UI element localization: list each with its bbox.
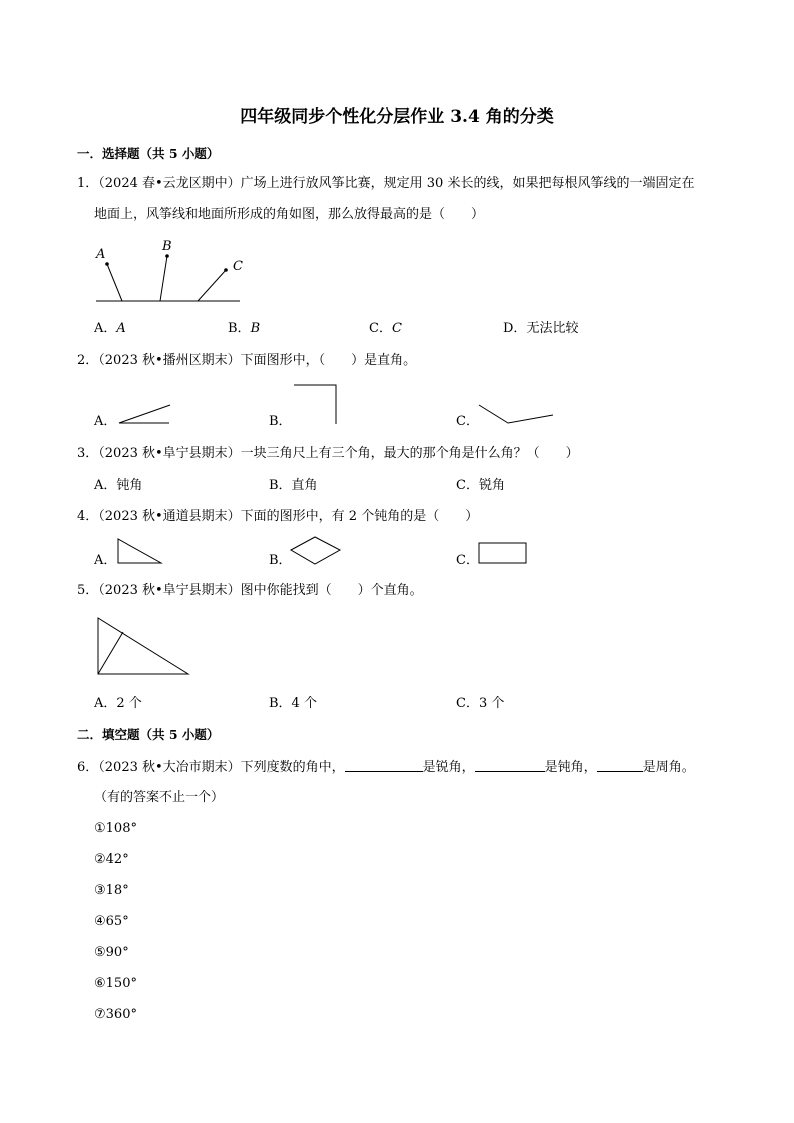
option-text: B: [250, 321, 261, 336]
q4-option-c[interactable]: C．: [456, 553, 479, 568]
q3-option-b[interactable]: B．直角: [269, 478, 318, 493]
right-triangle-shape: [118, 539, 161, 563]
angle-item-3: ③18°: [94, 883, 129, 898]
figure-label-b: B: [162, 239, 172, 254]
kite-line-b: [160, 256, 167, 301]
q4-option-b[interactable]: B．: [269, 553, 292, 568]
question-3: 3．（2023 秋•阜宁县期末）一块三角尺上有三个角，最大的那个角是什么角？（ ）: [77, 446, 579, 461]
rectangle-shape: [479, 543, 526, 563]
question-2: 2．（2023 秋•播州区期末）下面图形中，（ ）是直角。: [77, 353, 417, 368]
q1-option-b[interactable]: [228, 321, 260, 337]
angle-item-1: ①108°: [94, 821, 137, 836]
question-6-note: （有的答案不止一个）: [94, 790, 225, 805]
large-triangle-shape: [98, 618, 188, 674]
rhombus-shape: [291, 537, 340, 564]
q2-option-b[interactable]: B．: [269, 414, 292, 429]
question-5: 5．（2023 秋•阜宁县期末）图中你能找到（ ）个直角。: [77, 583, 423, 598]
answer-blank-acute[interactable]: [345, 759, 423, 772]
option-text: C: [391, 321, 402, 336]
obtuse-angle-lines: [479, 405, 553, 423]
option-prefix: D．: [503, 321, 527, 336]
q1-option-c[interactable]: [369, 321, 402, 337]
question-6-mid-1: 是锐角，: [422, 760, 475, 775]
q5-option-a[interactable]: A．2 个: [94, 696, 142, 711]
option-text: A: [116, 321, 126, 336]
question-4: 4．（2023 秋•通道县期末）下面的图形中，有 2 个钝角的是（ ）: [77, 509, 479, 524]
acute-angle-figure: [115, 400, 175, 430]
angle-item-5: ⑤90°: [94, 945, 129, 960]
right-angle-lines: [294, 385, 336, 424]
kite-point-c: [224, 268, 228, 272]
q5-option-c[interactable]: C．3 个: [456, 696, 505, 711]
option-prefix: C．: [369, 321, 392, 336]
question-6-prefix: 6．（2023 秋•大冶市期末）下列度数的角中，: [77, 760, 345, 775]
question-6: [77, 759, 695, 776]
right-angle-figure: [290, 381, 340, 431]
question-1-line-1: 1．（2024 春•云龙区期中）广场上进行放风筝比赛，规定用 30 米长的线，如果把每根风筝线的一端固定在: [77, 176, 695, 191]
option-prefix: A．: [94, 321, 117, 336]
angle-item-4: ④65°: [94, 914, 129, 929]
q1-option-d[interactable]: [503, 321, 578, 337]
kite-point-a: [105, 262, 109, 266]
q2-option-a[interactable]: A．: [94, 414, 117, 429]
q3-option-c[interactable]: C．锐角: [456, 478, 505, 493]
kite-line-a: [107, 264, 122, 301]
option-prefix: B．: [228, 321, 251, 336]
q4-option-a[interactable]: A．: [94, 553, 117, 568]
rhombus-figure: [288, 533, 346, 571]
question-6-mid-2: 是钝角，: [544, 760, 597, 775]
q1-option-a[interactable]: [94, 321, 126, 337]
figure-label-a: A: [96, 247, 106, 262]
question-6-end: 是周角。: [642, 760, 695, 775]
angle-item-7: ⑦360°: [94, 1007, 137, 1022]
answer-blank-obtuse[interactable]: [475, 759, 545, 772]
angle-item-2: ②42°: [94, 852, 129, 867]
question-1-line-2: 地面上，风筝线和地面所形成的角如图，那么放得最高的是（ ）: [94, 207, 485, 222]
q5-option-b[interactable]: B．4 个: [269, 696, 317, 711]
obtuse-angle-figure: [474, 400, 559, 430]
angle-item-6: ⑥150°: [94, 976, 137, 991]
q3-option-a[interactable]: A．钝角: [94, 478, 143, 493]
section-heading-fill: 二．填空题（共 5 小题）: [77, 727, 220, 742]
kite-line-c: [198, 270, 226, 301]
answer-blank-full[interactable]: [597, 759, 643, 772]
right-triangle-figure: [113, 534, 168, 569]
acute-angle-lines: [119, 405, 170, 423]
section-heading-choice: 一．选择题（共 5 小题）: [77, 146, 220, 161]
page-title: 四年级同步个性化分层作业 3.4 角的分类: [240, 107, 554, 127]
rectangle-figure: [475, 540, 530, 568]
figure-label-c: C: [233, 259, 243, 274]
triangle-with-height-figure: [92, 614, 192, 678]
height-line: [98, 632, 123, 674]
q2-option-c[interactable]: C．: [456, 414, 479, 429]
option-text: 无法比较: [526, 321, 579, 336]
